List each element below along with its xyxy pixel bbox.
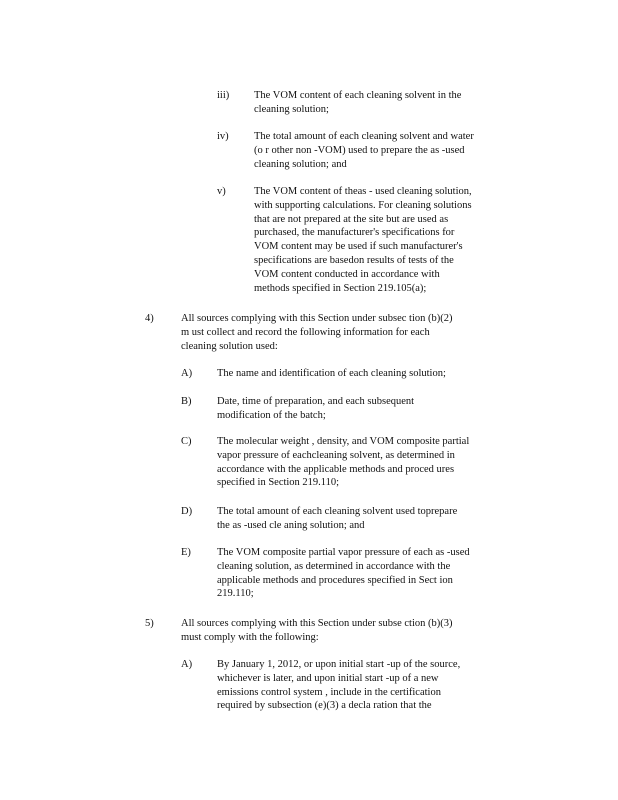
- text-line: The VOM content of each cleaning solvent in the: [254, 90, 462, 101]
- text-line: accordance with the applicable methods and proced ures: [217, 463, 455, 475]
- list-item-label: B): [181, 396, 192, 407]
- text-line: vapor pressure of eachcleaning solvent, as determined in: [217, 449, 455, 461]
- text-line: whichever is later, and upon initial start -up of a new: [217, 672, 439, 684]
- text-line: cleaning solution; and: [254, 158, 347, 170]
- list-item-label: iii): [217, 90, 230, 101]
- text-line: specified in Section 219.110;: [217, 477, 340, 489]
- text-line: cleaning solution, as determined in accordance with the: [217, 560, 451, 572]
- text-line: The total amount of each cleaning solvent and water: [254, 131, 474, 142]
- text-line: The VOM composite partial vapor pressure of each as -used: [217, 547, 470, 558]
- list-item-text: [217, 395, 507, 423]
- text-line: modification of the batch;: [217, 409, 326, 421]
- text-line: The total amount of each cleaning solvent used toprepare: [217, 506, 458, 517]
- list-item-label: E): [181, 547, 191, 558]
- text-line: must comply with the following:: [181, 631, 319, 643]
- list-item-label: A): [181, 659, 193, 670]
- text-line: Date, time of preparation, and each subsequent: [217, 396, 415, 407]
- text-line: specifications are basedon results of tests of the: [254, 254, 454, 266]
- list-item-text: [217, 658, 507, 713]
- list-item-text: [217, 546, 507, 601]
- list-item-text: [181, 312, 491, 353]
- text-line: VOM content conducted in accordance with: [254, 268, 440, 280]
- list-item-text: [217, 367, 507, 381]
- text-line: required by subsection (e)(3) a decla ration that the: [217, 700, 432, 712]
- text-line: By January 1, 2012, or upon initial start -up of the source,: [217, 659, 461, 670]
- text-line: cleaning solution used:: [181, 340, 278, 352]
- text-line: All sources complying with this Section under subse ction (b)(3): [181, 618, 453, 629]
- list-item-label: v): [217, 186, 226, 197]
- text-line: cleaning solution;: [254, 103, 329, 115]
- text-line: m ust collect and record the following information for each: [181, 326, 430, 338]
- text-line: the as -used cle aning solution; and: [217, 519, 365, 531]
- text-line: The molecular weight , density, and VOM composite partial: [217, 436, 470, 447]
- text-line: with supporting calculations. For cleaning solutions: [254, 199, 472, 211]
- list-item-text: [254, 89, 504, 117]
- list-item-text: [217, 435, 507, 490]
- text-line: All sources complying with this Section under subsec tion (b)(2): [181, 313, 453, 324]
- list-item-text: [217, 505, 507, 533]
- list-item-text: [181, 617, 491, 645]
- text-line: applicable methods and procedures specified in Sect ion: [217, 574, 453, 586]
- text-line: emissions control system , include in the certification: [217, 686, 441, 698]
- text-line: VOM content may be used if such manufacturer's: [254, 241, 463, 253]
- text-line: 219.110;: [217, 588, 254, 600]
- text-line: purchased, the manufacturer's specifications for: [254, 227, 455, 239]
- text-line: The VOM content of theas - used cleaning solution,: [254, 186, 472, 197]
- text-line: that are not prepared at the site but are used as: [254, 213, 449, 225]
- list-item-text: [254, 130, 504, 171]
- text-line: (o r other non -VOM) used to prepare the as -used: [254, 144, 465, 156]
- list-item-label: 4): [145, 313, 154, 324]
- list-item-label: D): [181, 506, 193, 517]
- list-item-label: C): [181, 436, 192, 447]
- list-item-label: iv): [217, 131, 229, 142]
- list-item-text: [254, 185, 504, 295]
- list-item-label: 5): [145, 618, 154, 629]
- list-item-label: A): [181, 368, 193, 379]
- text-line: methods specified in Section 219.105(a);: [254, 282, 427, 294]
- text-line: The name and identification of each cleaning solution;: [217, 368, 446, 379]
